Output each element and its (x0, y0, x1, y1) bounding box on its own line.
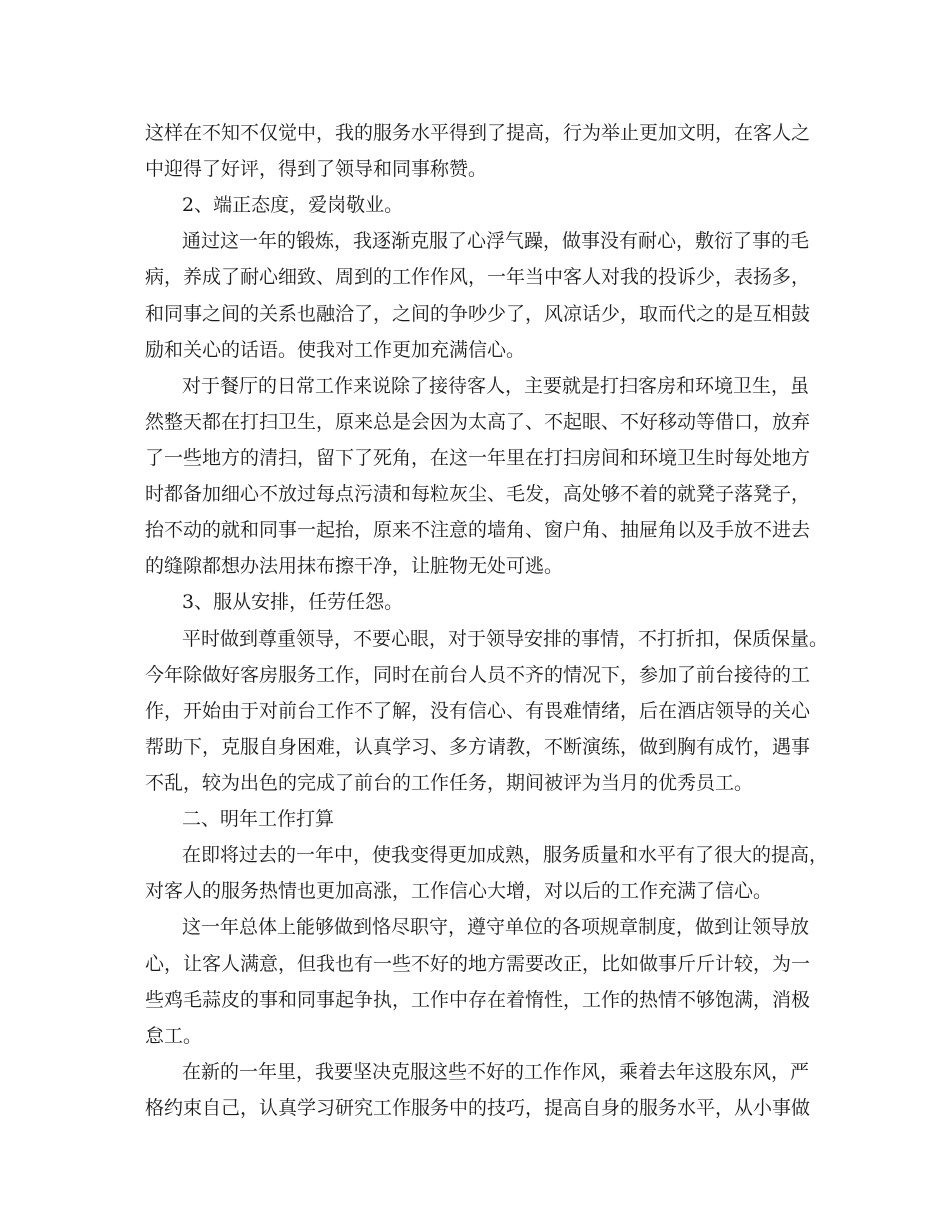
body-text-line: 中迎得了好评，得到了领导和同事称赞。 (145, 158, 488, 180)
body-text-line: 和同事之间的关系也融洽了，之间的争吵少了，风凉话少，取而代之的是互相鼓 (145, 303, 811, 325)
body-text-line: 对于餐厅的日常工作来说除了接待客人，主要就是打扫客房和环境卫生，虽 (182, 375, 810, 397)
body-text-line: 病，养成了耐心细致、周到的工作作风，一年当中客人对我的投诉少，表扬多， (145, 266, 811, 288)
section-heading: 3、服从安排，任劳任怨。 (182, 591, 404, 613)
body-text-line: 平时做到尊重领导，不要心眼，对于领导安排的事情，不打折扣，保质保量。 (182, 628, 829, 650)
body-text-line: 的缝隙都想办法用抹布擦干净，让脏物无处可逃。 (145, 555, 564, 577)
body-text-line: 帮助下，克服自身困难，认真学习、多方请教，不断演练，做到胸有成竹，遇事 (145, 736, 811, 758)
section-heading: 二、明年工作打算 (182, 808, 335, 830)
section-heading: 2、端正态度，爱岗敬业。 (182, 194, 404, 216)
body-text-line: 这样在不知不仅觉中，我的服务水平得到了提高，行为举止更加文明，在客人之 (145, 122, 811, 144)
body-text-line: 通过这一年的锻炼，我逐渐克服了心浮气躁，做事没有耐心，敷衍了事的毛 (182, 230, 810, 252)
body-text-line: 今年除做好客房服务工作，同时在前台人员不齐的情况下，参加了前台接待的工 (145, 664, 811, 686)
body-text-line: 不乱，较为出色的完成了前台的工作任务，期间被评为当月的优秀员工。 (145, 772, 754, 794)
body-text-line: 时都备加细心不放过每点污渍和每粒灰尘、毛发，高处够不着的就凳子落凳子， (145, 483, 811, 505)
body-text-line: 作，开始由于对前台工作不了解，没有信心、有畏难情绪，后在酒店领导的关心 (145, 700, 811, 722)
body-text-line: 格约束自己，认真学习研究工作服务中的技巧，提高自身的服务水平，从小事做 (145, 1097, 811, 1119)
body-text-line: 心，让客人满意，但我也有一些不好的地方需要改正，比如做事斤斤计较，为一 (145, 953, 811, 975)
body-text-line: 励和关心的话语。使我对工作更加充满信心。 (145, 339, 526, 361)
body-text-line: 了一些地方的清扫，留下了死角，在这一年里在打扫房间和环境卫生时每处地方 (145, 447, 811, 469)
body-text-line: 在新的一年里，我要坚决克服这些不好的工作作风，乘着去年这股东风，严 (182, 1061, 810, 1083)
body-text-line: 怠工。 (145, 1025, 203, 1047)
body-text-line: 在即将过去的一年中，使我变得更加成熟，服务质量和水平有了很大的提高， (182, 844, 829, 866)
body-text-line: 这一年总体上能够做到恪尽职守，遵守单位的各项规章制度，做到让领导放 (182, 916, 810, 938)
body-text-line: 对客人的服务热情也更加高涨，工作信心大增，对以后的工作充满了信心。 (145, 880, 773, 902)
body-text-line: 然整天都在打扫卫生，原来总是会因为太高了、不起眼、不好移动等借口，放弃 (145, 411, 811, 433)
body-text-line: 抬不动的就和同事一起抬，原来不注意的墙角、窗户角、抽屉角以及手放不进去 (145, 519, 811, 541)
body-text-line: 些鸡毛蒜皮的事和同事起争执，工作中存在着惰性，工作的热情不够饱满，消极 (145, 989, 811, 1011)
